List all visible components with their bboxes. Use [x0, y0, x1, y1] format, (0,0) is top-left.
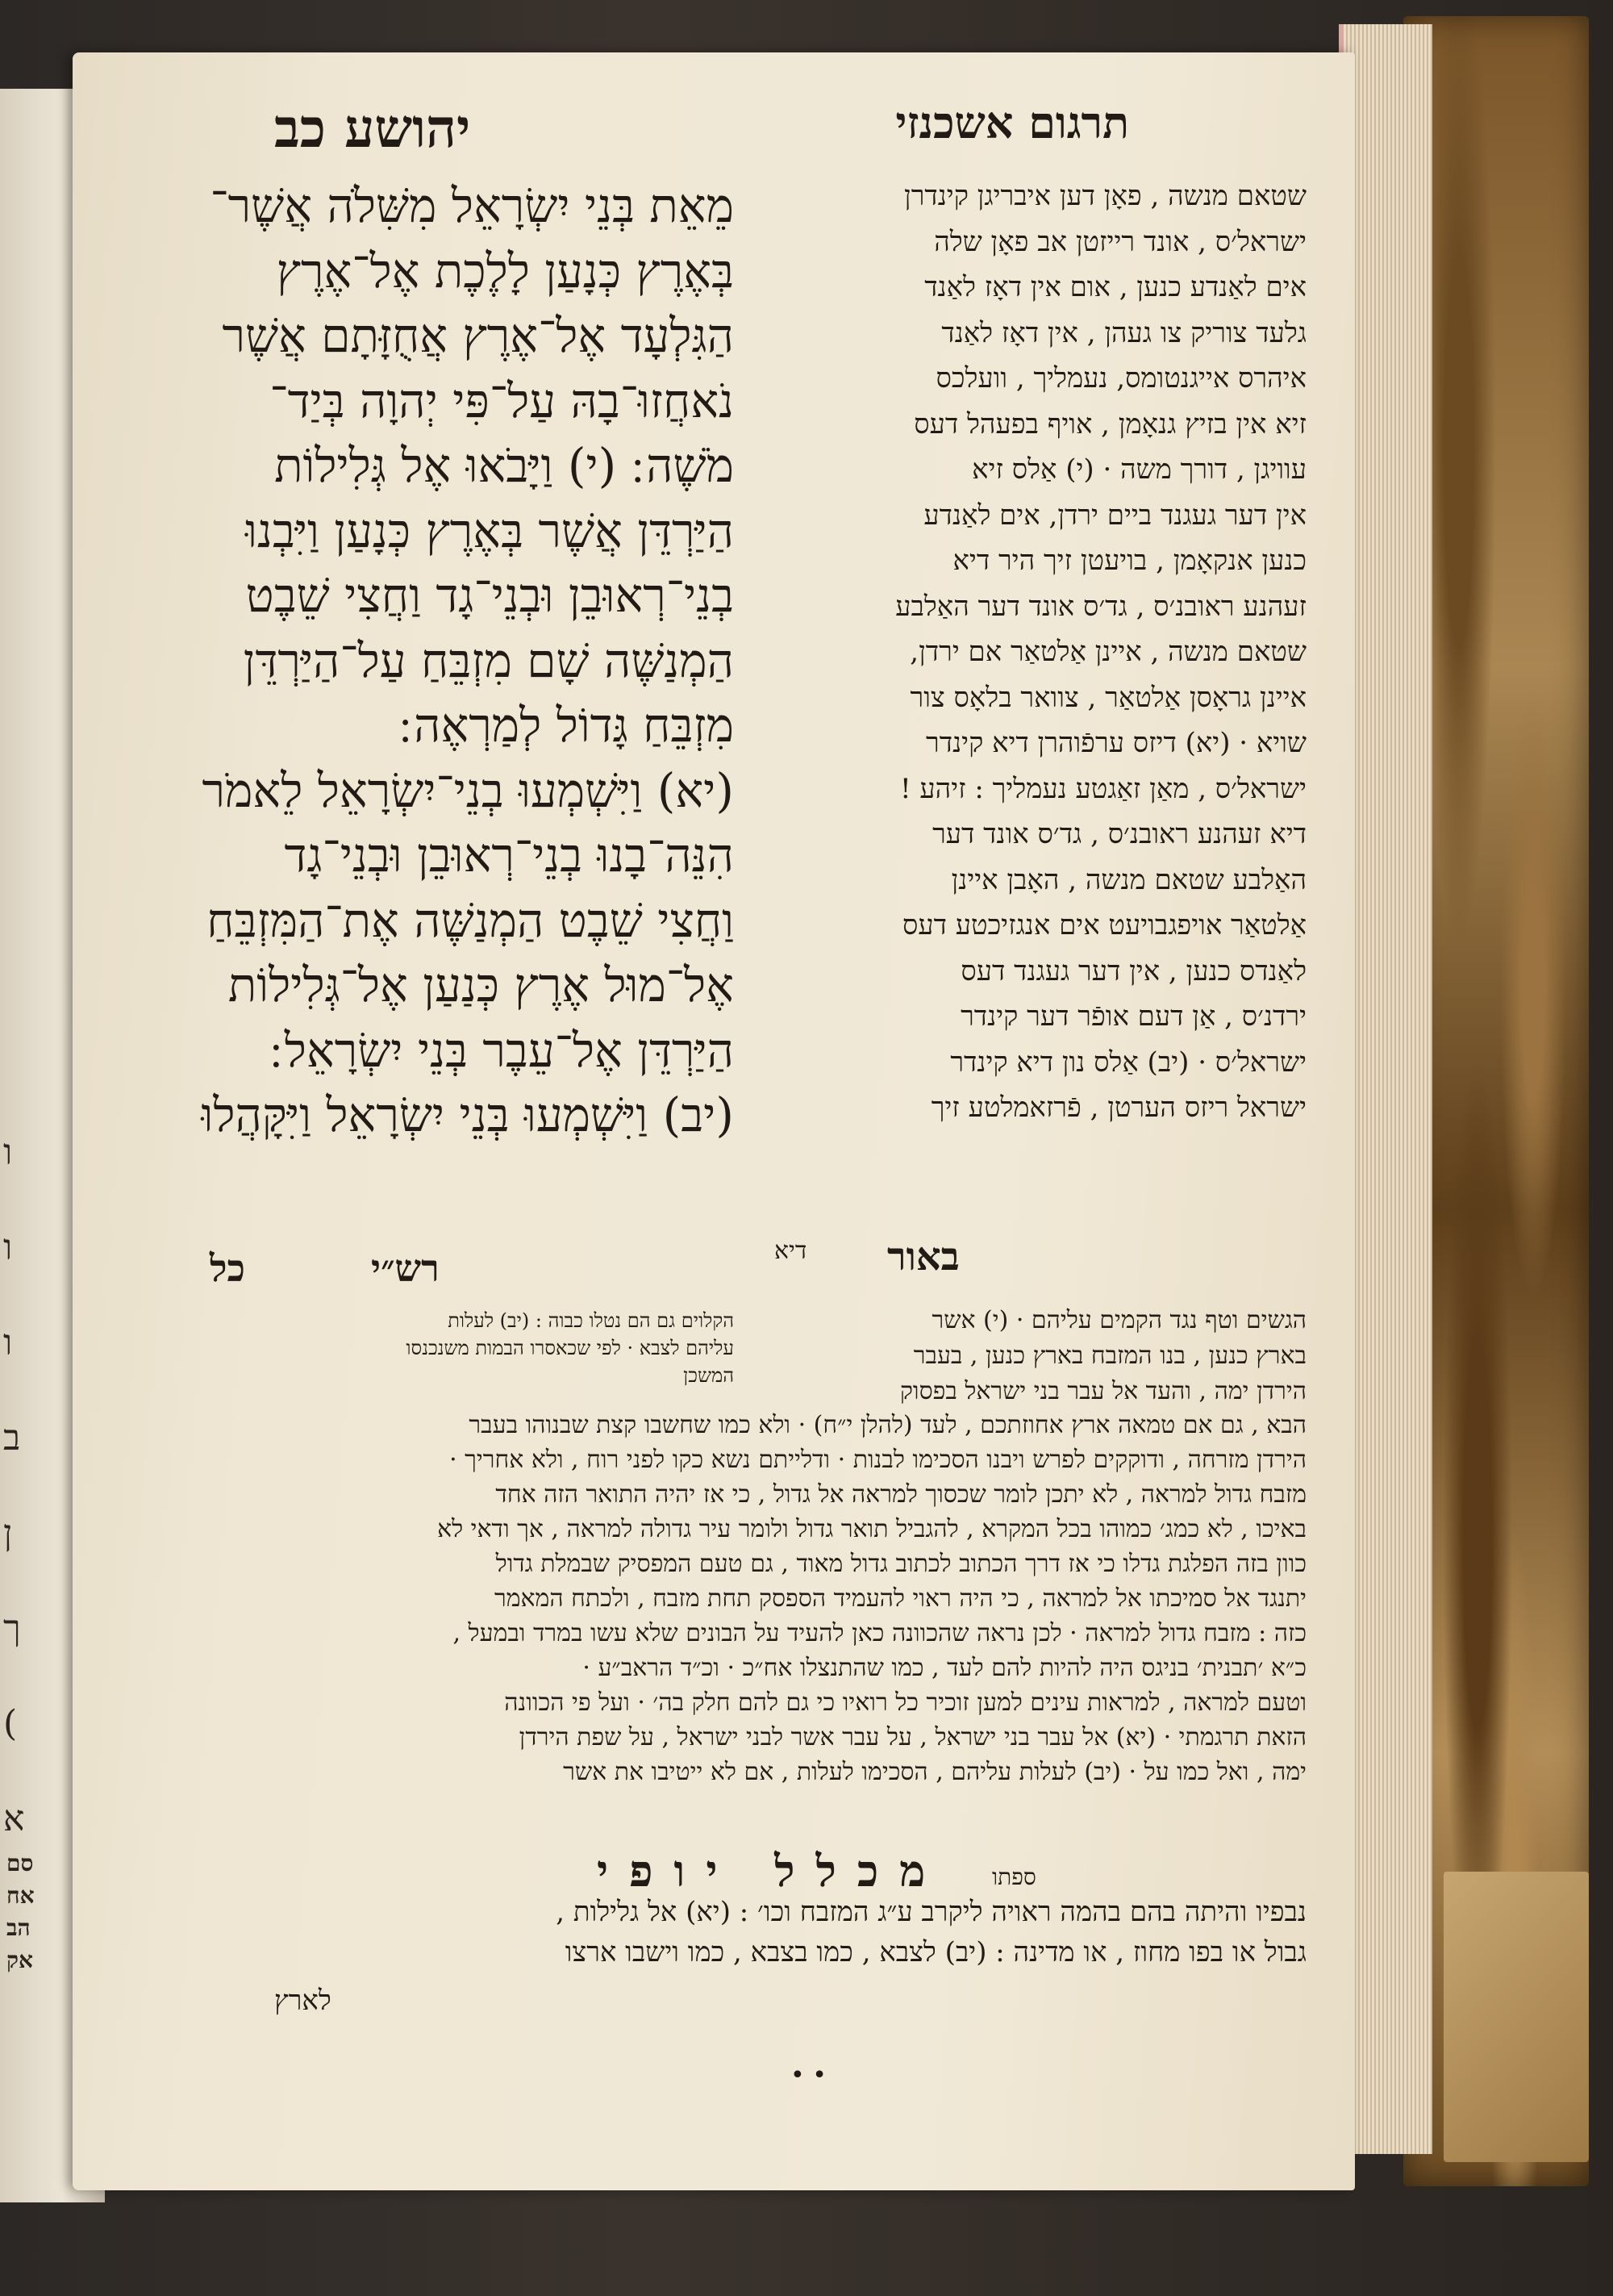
translation-line: זעהנע ראובנ׳ס , גד׳ס אונד דער האַלבע [895, 590, 1307, 623]
translation-line: זיא אין בזיץ גנאָמן , אויף בפעהל דעס [914, 407, 1307, 440]
hebrew-text-line: הַגִּלְעָד אֶל־אֶרֶץ אֲחֻזָּתָם אֲשֶׁר [222, 308, 734, 363]
mikhlal-yofi-heading: מכלל יופי [597, 1845, 947, 1897]
rashi-heading: רש״י כל [210, 1246, 440, 1290]
hebrew-text-line: בְּאֶרֶץ כְּנָעַן לָלֶכֶת אֶל־אֶרֶץ [276, 243, 734, 298]
left-page-glyph: ו [3, 1227, 13, 1268]
commentary-line: באיכו , לא כמג׳ כמוהו בכל המקרא , להגביל תואר גדול ולומר עיר גדולה למראה , אך ודאי לא [437, 1515, 1307, 1543]
translation-line: ירדנ׳ס , אַן דעם אופֿר דער קינדר [961, 1000, 1307, 1033]
german-translation-column [774, 173, 1307, 1131]
translation-line: שויא · (יא) דיזס ערפֿוהרן דיא קינדר [926, 727, 1307, 759]
hebrew-text-line: נֹאחֲזוּ־בָהּ עַל־פִּי יְהוָה בְּיַד־ [269, 373, 734, 428]
translation-line: שטאם מנשה , פאָן דען איבריגן קינדרן [904, 180, 1307, 212]
translation-line: איינן גראָסן אַלטאַר , צוואר בלאָס צור [910, 681, 1307, 714]
translation-line: אין דער געגנד ביים ירדן, אים לאַנדע [923, 499, 1307, 532]
hebrew-text-line: בְנֵי־רְאוּבֵן וּבְנֵי־גָד וַחֲצִי שֵׁבֶט [245, 568, 734, 623]
left-page-glyph: ו [3, 1132, 13, 1173]
biur-line: הירדן ימה , והעד אל עבר בני ישראל בפסוק [899, 1377, 1307, 1405]
running-head-book-chapter: יהושע כב [274, 97, 471, 160]
left-margin-note: אח [6, 1882, 35, 1909]
translation-line: כנען אנקאָמן , בויעטן זיך היר דיא [952, 545, 1307, 577]
left-margin-note: הב [6, 1914, 31, 1941]
rashi-line: המשכן [683, 1364, 734, 1387]
hebrew-text-line: וַחֲצִי שֵׁבֶט הַמְנַשֶּׁה אֶת־הַמִּזְבֵּחַ [206, 892, 734, 948]
biur-commentary-body [121, 1408, 1307, 1789]
left-page-glyph: א [3, 1798, 25, 1839]
hebrew-text-line: הַיַּרְדֵּן אֶל־עֵבֶר בְּנֵי יִשְׂרָאֵל ׃ [269, 1022, 734, 1078]
left-margin-note: אק [6, 1947, 33, 1973]
commentary-line: מזבח גדול למראה , לא יתכן לומר שכסוך למראה אל גדול , כי אז יהיה התואר הזה אחד [495, 1480, 1307, 1509]
rashi-line: הקלוים גם הם נטלו כבוה : (יב) לעלות [448, 1309, 734, 1332]
biur-catchword: דיא [774, 1237, 807, 1265]
translation-line: אים לאַנדע כנען , אום אין דאָז לאַנד [924, 271, 1307, 303]
translation-line: האַלבע שטאם מנשה , האָבן איינן [951, 863, 1307, 896]
hebrew-text-line: אֶל־מוּל אֶרֶץ כְּנַעַן אֶל־גְּלִילוֹת [227, 958, 734, 1012]
hebrew-text-line: (יא) וַיִּשְׁמְעוּ בְנֵי־יִשְׂרָאֵל לֵאמֹר [202, 762, 734, 818]
page-catchword: לארץ [274, 1985, 331, 2017]
left-page-glyph: ו [3, 1322, 13, 1363]
translation-line: ישראל׳ס , אונד רייזטן אב פאָן שלה [934, 225, 1307, 258]
hebrew-text-line: מֹשֶׁה ׃ (י) וַיָּבֹאוּ אֶל גְּלִילוֹת [274, 438, 734, 493]
biur-heading: באור [887, 1234, 960, 1279]
left-page-fragment [3, 1105, 52, 1867]
left-page-glyph: ב [3, 1417, 21, 1459]
left-page-glyph: ן [3, 1513, 13, 1554]
translation-line: עוויגן , דורך משה · (י) אַלס זיא [972, 453, 1307, 486]
commentary-line: כ״א ׳תבנית׳ בניגס היה להיות להם לעד , כמו שהתנצלו אח״כ · וכ״ד הראב״ע · [582, 1654, 1307, 1682]
cover-corner-leather [1444, 1872, 1589, 2162]
left-margin-notes [6, 1847, 55, 1977]
biur-commentary-top [661, 1303, 1307, 1409]
left-margin-note: סם [6, 1850, 34, 1876]
mikhlal-yofi-commentary [121, 1892, 1307, 1972]
hebrew-text-column [121, 173, 734, 1148]
biur-line: הגשים וטף נגד הקמים עליהם · (י) אשר [932, 1306, 1307, 1334]
hebrew-text-line: מִזְבֵּחַ גָּדוֹל לְמַרְאֶה ׃ [398, 698, 734, 753]
left-page-glyph: ( [3, 1703, 18, 1744]
hebrew-text-line: הִנֵּה־בָנוּ בְנֵי־רְאוּבֵן וּבְנֵי־גָד [284, 828, 734, 883]
commentary-line: ימה , ואל כמו על · (יב) לעלות עליהם , הסכימו לעלות , אם לא ייטיבו את אשר [563, 1758, 1307, 1786]
left-page-glyph: ך [3, 1608, 21, 1649]
right-page [73, 52, 1355, 2190]
commentary-line: הירדן מזרחה , ודוקקים לפרש ויבנו הסכימו לבנות · ודלייתם נשא כקו לפני רוח , ולא אחריך · [449, 1446, 1307, 1474]
translation-line: ישראל׳ס , מאַן זאַגטע נעמליך : זיהע ! [899, 772, 1307, 805]
rashi-line: עליהם לצבא · לפי שכאסרו הבמות משנכנסו [406, 1337, 734, 1359]
commentary-line: הבא , גם אם טמאה ארץ אחוזתכם , לעד (להלן י״ח) · ולא כמו שחשבו קצת שבנוהו בעבר [469, 1411, 1307, 1439]
translation-line: גלעד צוריק צו געהן , אין דאָז לאַנד [941, 316, 1307, 349]
commentary-line: וטעם למראה , למראות עינים למען זוכיר כל רואיו כי גם להם חלק בה׳ · ועל פי הכוונה [504, 1689, 1307, 1717]
translation-line: שטאם מנשה , איינן אַלטאַר אם ירדן, [910, 636, 1307, 668]
translation-line: אַלטאַר אויפגבויעט אים אנגזיכטע דעס [902, 909, 1307, 941]
translation-line: ישראל׳ס · (יב) אַלס נון דיא קינדר [950, 1046, 1307, 1079]
page-dots: • • [790, 2061, 827, 2089]
translation-line: לאַנדס כנען , אין דער געגנד דעס [961, 954, 1307, 987]
biur-line: בארץ כנען , בנו המזבח בארץ כנען , בעבר [913, 1342, 1307, 1370]
mikhlal-catchword: ספתו [992, 1864, 1036, 1890]
hebrew-text-line: מֵאֵת בְּנֵי יִשְׂרָאֵל מִשִּׁלֹה אֲשֶׁר־ [210, 178, 734, 233]
rashi-commentary [121, 1307, 734, 1389]
commentary-line: כזה : מזבח גדול למראה · לכן נראה שהכוונה כאן להעיד על הבונים שלא עשו במרד ובמעל , [452, 1619, 1307, 1647]
translation-line: ישראל ריזס הערטן , פֿרזאמלטע זיך [931, 1092, 1307, 1124]
mikhlal-line: גבול או בפו מחוז , או מדינה : (יב) לצבא , כמו בצבא , כמו וישבו ארצו [565, 1936, 1307, 1968]
hebrew-text-line: הַמְנַשֶּׁה שָׁם מִזְבֵּחַ עַל־הַיַּרְדֵּן [243, 632, 734, 688]
hebrew-text-line: (יב) וַיִּשְׁמְעוּ בְּנֵי יִשְׂרָאֵל וַיִּקָּהֲלוּ [201, 1087, 734, 1142]
mikhlal-line: נבפיו והיתה בהם בהמה ראויה ליקרב ע״ג המזבח וכו׳ : (יא) אל גלילות , [556, 1896, 1307, 1928]
running-head-translation: תרגום אשכנזי [895, 97, 1129, 148]
commentary-line: כוון בזה הפלגת גדלו כי אז דרך הכתוב לכתוב גדול מאוד , גם טעם המפסיק שבמלת גדול [495, 1550, 1307, 1578]
hebrew-text-line: הַיַּרְדֵּן אֲשֶׁר בְּאֶרֶץ כְּנָעַן וַיִּבְנוּ [245, 503, 734, 558]
commentary-line: יתנגד אל סמיכתו אל למראה , כי היה ראוי להעמיד הספסק תחת מזבח , ולכתח המאמר [494, 1584, 1307, 1613]
translation-line: איהרס אייגנטומס, נעמליך , וועלכס [936, 362, 1307, 394]
translation-line: דיא זעהנע ראובנ׳ס , גד׳ס אונד דער [932, 818, 1307, 850]
commentary-line: הזאת תרגמתי · (יא) אל עבר בני ישראל , על עבר אשר לבני ישראל , על שפת הירדן [519, 1723, 1307, 1751]
